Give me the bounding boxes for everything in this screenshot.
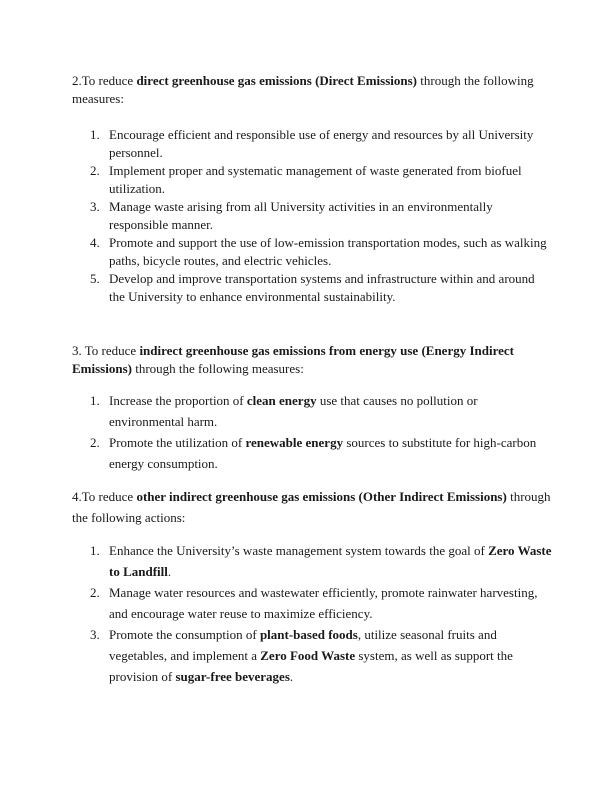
item-text: , utilize seasonal fruits and vegetables, and implement a	[109, 627, 497, 663]
measures-list	[72, 390, 552, 474]
section-direct-emissions	[72, 72, 552, 304]
item-bold: sugar-free beverages	[175, 669, 290, 684]
list-item	[72, 432, 552, 474]
item-bold: plant-based foods	[259, 627, 358, 642]
item-text: Encourage efficient and responsible use of energy and resources by all University personnel.	[109, 127, 534, 160]
item-text: Implement proper and systematic management of waste generated from biofuel utilization.	[109, 163, 522, 196]
item-text: system, as well as support the provision of	[109, 648, 513, 684]
intro-bold: indirect greenhouse gas emissions from energy use (Energy Indirect Emissions)	[72, 343, 515, 376]
intro-bold: other indirect greenhouse gas emissions (Other Indirect Emissions)	[136, 489, 507, 504]
list-item	[72, 126, 552, 162]
section-energy-indirect-emissions	[72, 342, 552, 471]
list-item	[72, 198, 552, 234]
section-intro	[72, 342, 552, 378]
item-bold: Zero Food Waste	[260, 648, 356, 663]
item-text: Promote the consumption of	[109, 627, 260, 642]
list-item	[72, 234, 552, 270]
item-text: .	[167, 564, 172, 579]
item-text: Manage water resources and wastewater efficiently, promote rainwater harvesting, and encourage water reuse to maximize efficiency.	[109, 585, 538, 621]
item-text: Develop and improve transportation systems and infrastructure within and around the University to enhance environmental sustainability.	[109, 271, 535, 304]
item-number: 2.	[90, 163, 100, 178]
item-number: 4.	[90, 235, 100, 250]
section-other-indirect-emissions	[72, 486, 552, 684]
intro-text: through the following measures:	[72, 73, 534, 106]
item-text: Enhance the University’s waste management system towards the goal of	[109, 543, 489, 558]
item-number: 3.	[90, 199, 100, 214]
item-number: 1.	[90, 543, 100, 558]
item-number: 1.	[90, 127, 100, 142]
item-text: sources to substitute for high-carbon energy consumption.	[109, 435, 537, 471]
item-text: Promote the utilization of	[109, 435, 246, 450]
item-number: 1.	[90, 393, 100, 408]
item-text: Increase the proportion of	[109, 393, 247, 408]
item-text: Manage waste arising from all University activities in an environmentally responsible manner.	[109, 199, 493, 232]
actions-list	[72, 540, 552, 687]
section-intro	[72, 72, 552, 108]
list-item	[72, 162, 552, 198]
item-number: 2.	[90, 585, 100, 600]
list-item	[72, 540, 552, 582]
item-text: .	[289, 669, 294, 684]
list-item	[72, 270, 552, 306]
section-intro	[72, 486, 552, 528]
item-number: 3.	[90, 627, 100, 642]
item-text: use that causes no pollution or environmental harm.	[109, 393, 478, 429]
intro-text: 2.To reduce	[72, 73, 137, 88]
item-number: 5.	[90, 271, 100, 286]
intro-text: 4.To reduce	[72, 489, 137, 504]
item-text: Promote and support the use of low-emission transportation modes, such as walking paths, bicycle routes, and electric vehicles.	[109, 235, 547, 268]
list-item	[72, 624, 552, 687]
measures-list	[72, 126, 552, 306]
item-bold: renewable energy	[245, 435, 344, 450]
intro-text: 3. To reduce	[72, 343, 140, 358]
list-item	[72, 390, 552, 432]
item-number: 2.	[90, 435, 100, 450]
item-bold: clean energy	[246, 393, 317, 408]
list-item	[72, 582, 552, 624]
intro-bold: direct greenhouse gas emissions (Direct Emissions)	[136, 73, 418, 88]
intro-text: through the following actions:	[72, 489, 551, 525]
intro-text: through the following measures:	[131, 361, 304, 376]
item-bold: Zero Waste to Landfill	[109, 543, 552, 579]
